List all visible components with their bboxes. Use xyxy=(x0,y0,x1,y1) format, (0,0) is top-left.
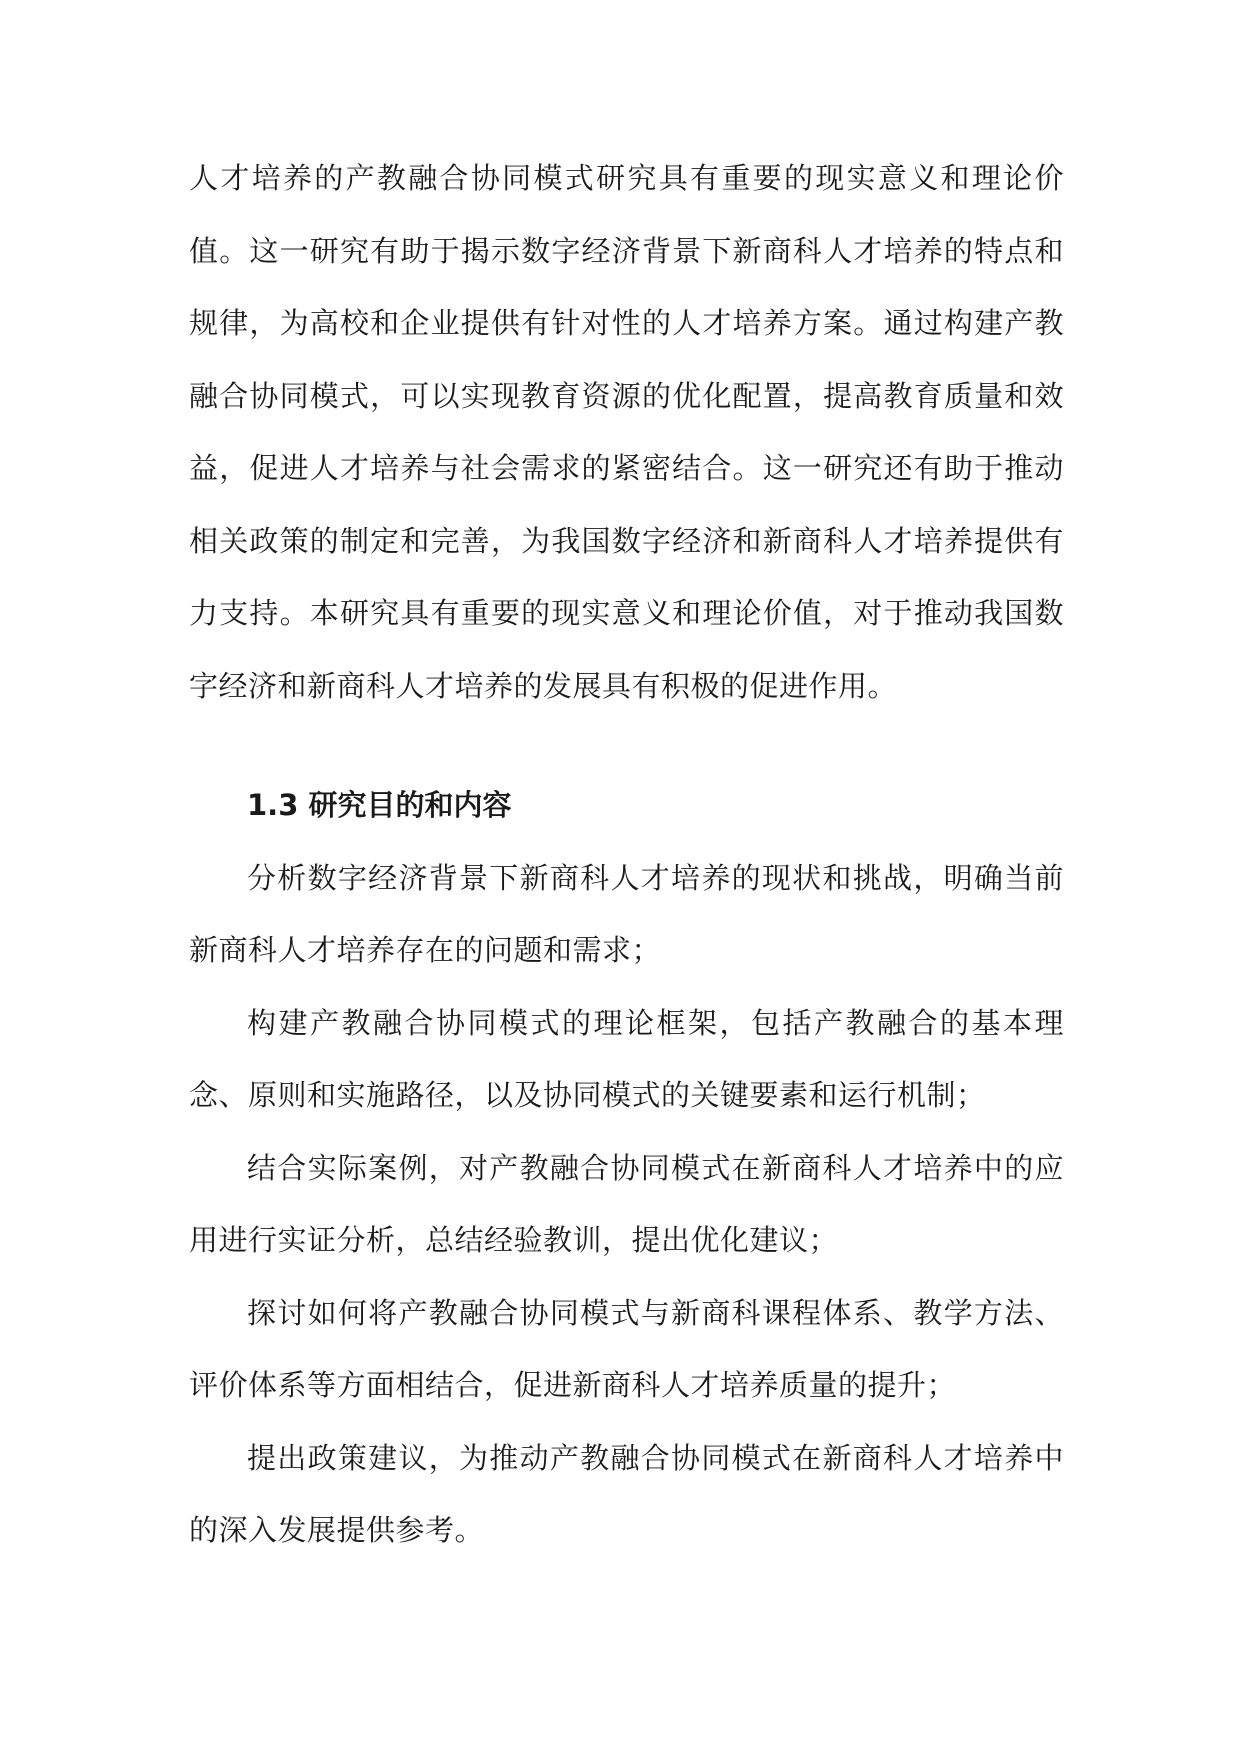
content-item-4: 探讨如何将产教融合协同模式与新商科课程体系、教学方法、评价体系等方面相结合，促进新商科人才培养质量的提升； xyxy=(189,1295,1064,1402)
content-item-2: 构建产教融合协同模式的理论框架，包括产教融合的基本理念、原则和实施路径，以及协同模式的关键要素和运行机制； xyxy=(189,1005,1064,1112)
content-item-1: 分析数字经济背景下新商科人才培养的现状和挑战，明确当前新商科人才培养存在的问题和需求； xyxy=(189,860,1064,967)
content-item-5: 提出政策建议，为推动产教融合协同模式在新商科人才培养中的深入发展提供参考。 xyxy=(189,1440,1064,1547)
intro-paragraph: 人才培养的产教融合协同模式研究具有重要的现实意义和理论价值。这一研究有助于揭示数字经济背景下新商科人才培养的特点和规律，为高校和企业提供有针对性的人才培养方案。通过构建产教融合协同模式，可以实现教育资源的优化配置，提高教育质量和效益，促进人才培养与社会需求的紧密结合。这一研究还有助于推动相关政策的制定和完善，为我国数字经济和新商科人才培养提供有力支持。本研究具有重要的现实意义和理论价值，对于推动我国数字经济和新商科人才培养的发展具有积极的促进作用。 xyxy=(189,161,1064,703)
section-heading: 1.3 研究目的和内容 xyxy=(247,788,512,822)
content-item-3: 结合实际案例，对产教融合协同模式在新商科人才培养中的应用进行实证分析，总结经验教训，提出优化建议； xyxy=(189,1150,1064,1257)
document-body xyxy=(189,142,1064,1567)
